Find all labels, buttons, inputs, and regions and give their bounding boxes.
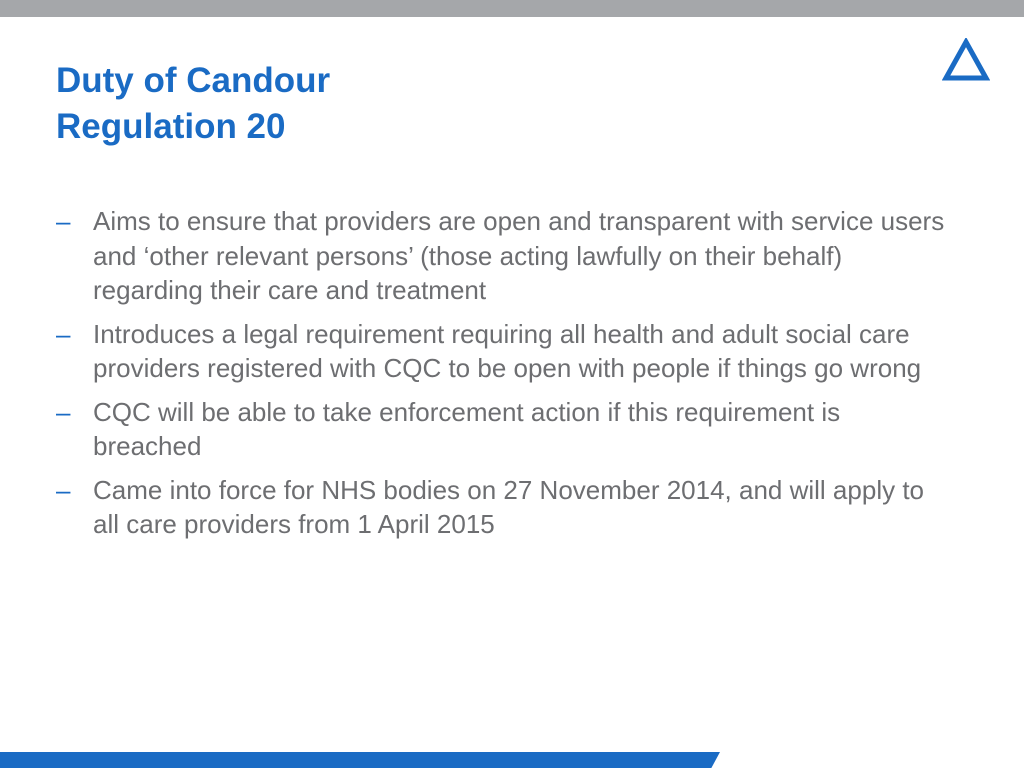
triangle-logo-icon	[942, 38, 990, 84]
bullet-dash: –	[56, 318, 71, 349]
bullet-text-4: Came into force for NHS bodies on 27 November 2014, and will apply to all care providers from 1 April 2015	[93, 474, 924, 539]
bullet-item-2	[56, 317, 946, 386]
top-bar	[0, 0, 1024, 17]
bullet-text-2: Introduces a legal requirement requiring all health and adult social care providers registered with CQC to be open with people if things go wrong	[93, 318, 922, 383]
bullet-list	[56, 204, 946, 551]
title-line-2: Regulation 20	[56, 107, 286, 146]
title-line-1: Duty of Candour	[56, 61, 331, 100]
bullet-item-3	[56, 395, 946, 464]
bullet-dash: –	[56, 206, 71, 236]
slide-title	[56, 58, 330, 150]
bullet-item-4	[56, 473, 946, 542]
bullet-text-1: Aims to ensure that providers are open and transparent with service users and ‘other relevant persons’ (those acting lawfully on their behalf) regarding their care and treatment	[93, 206, 945, 305]
bullet-dash: –	[56, 396, 71, 427]
bottom-accent-band	[0, 752, 720, 768]
bullet-item-1	[56, 204, 946, 308]
bullet-text-3: CQC will be able to take enforcement action if this requirement is breached	[93, 396, 841, 461]
bullet-dash: –	[56, 474, 71, 505]
